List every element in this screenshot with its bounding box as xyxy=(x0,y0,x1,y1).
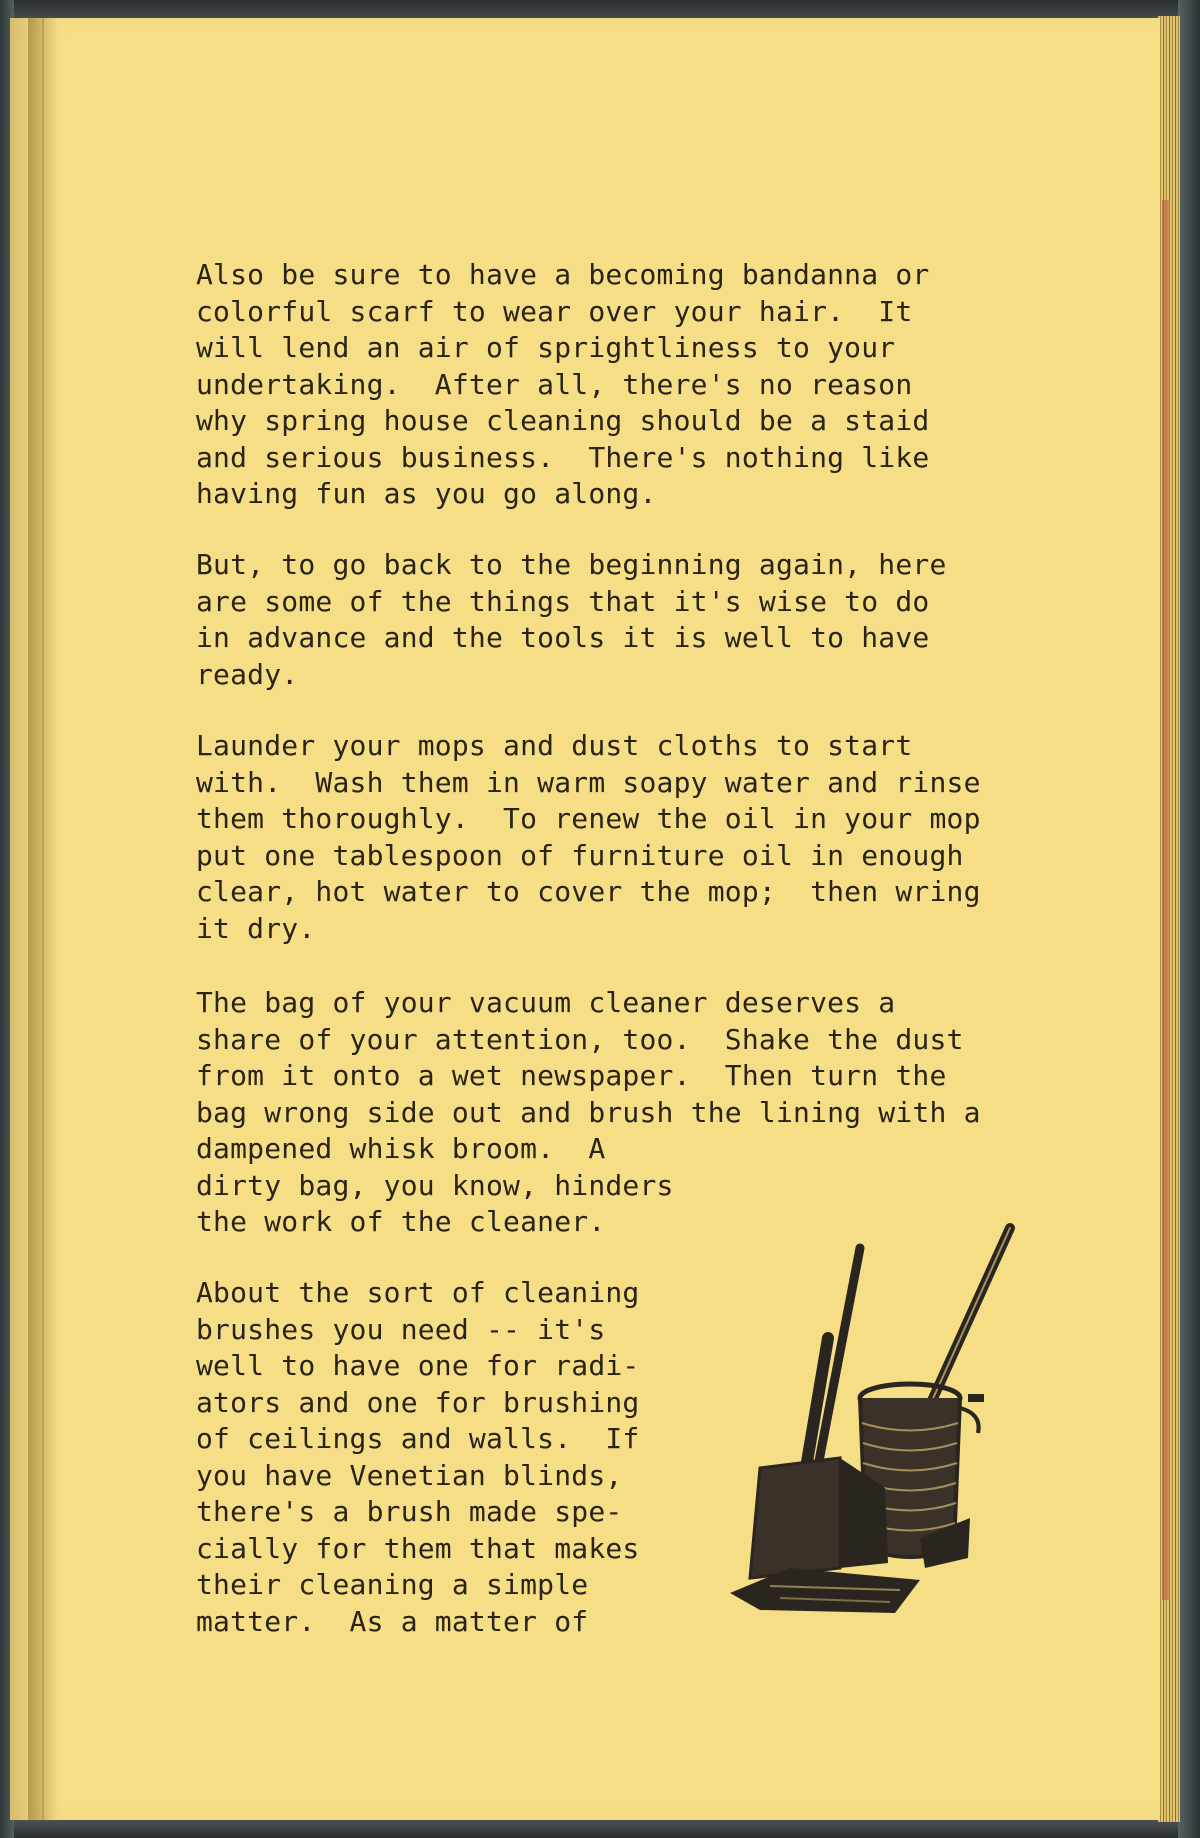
book-cover-right xyxy=(1178,0,1200,1838)
cleaning-tools-illustration xyxy=(720,1218,1020,1618)
text-line: brushes you need -- it's xyxy=(196,1312,606,1346)
text-line: with. Wash them in warm soapy water and rinse xyxy=(196,765,981,799)
text-line: bag wrong side out and brush the lining with a xyxy=(196,1095,981,1129)
text-line: Launder your mops and dust cloths to start xyxy=(196,729,913,762)
text-line: them thoroughly. To renew the oil in your mop xyxy=(196,802,981,835)
text-line: ators and one for brushing xyxy=(196,1385,640,1419)
text-line: you have Venetian blinds, xyxy=(196,1458,623,1492)
text-line: in advance and the tools it is well to have xyxy=(196,621,930,654)
text-line: Also be sure to have a becoming bandanna or xyxy=(196,258,930,291)
text-line: will lend an air of sprightliness to your xyxy=(196,331,896,364)
text-line: the work of the cleaner. xyxy=(196,1205,606,1238)
text-line: there's a brush made spe- xyxy=(196,1495,623,1528)
text-line: and serious business. There's nothing like xyxy=(196,440,930,474)
book-cover-bottom xyxy=(0,1818,1200,1838)
paragraph-brushes xyxy=(196,1275,640,1640)
text-line: clear, hot water to cover the mop; then wring xyxy=(196,875,981,908)
paragraph-mops xyxy=(196,728,981,947)
text-line: cially for them that makes xyxy=(196,1531,640,1565)
text-line: undertaking. After all, there's no reason xyxy=(196,367,913,401)
text-line: of ceilings and walls. If xyxy=(196,1422,640,1455)
text-line: But, to go back to the beginning again, here xyxy=(196,548,947,581)
paragraph-bandanna xyxy=(196,257,929,513)
text-line: matter. As a matter of xyxy=(196,1604,589,1638)
text-line: dampened whisk broom. A xyxy=(196,1132,606,1165)
text-line: from it onto a wet newspaper. Then turn the xyxy=(196,1059,947,1092)
text-line: their cleaning a simple xyxy=(196,1568,589,1601)
text-line: having fun as you go along. xyxy=(196,477,657,510)
text-line: The bag of your vacuum cleaner deserves a xyxy=(196,986,896,1019)
paragraph-vacuum-bag xyxy=(196,985,981,1241)
page-edge-tint xyxy=(1162,200,1170,1600)
text-line: share of your attention, too. Shake the dust xyxy=(196,1022,964,1056)
paragraph-beginning xyxy=(196,547,947,693)
text-line: About the sort of cleaning xyxy=(196,1276,640,1309)
page-gutter-line xyxy=(42,18,44,1820)
text-line: why spring house cleaning should be a staid xyxy=(196,404,930,437)
text-line: dirty bag, you know, hinders xyxy=(196,1168,674,1202)
text-line: put one tablespoon of furniture oil in enough xyxy=(196,838,964,872)
text-line: ready. xyxy=(196,657,299,691)
text-line: are some of the things that it's wise to do xyxy=(196,584,930,618)
text-line: colorful scarf to wear over your hair. It xyxy=(196,294,913,328)
text-line: it dry. xyxy=(196,911,316,945)
text-line: well to have one for radi- xyxy=(196,1349,640,1382)
